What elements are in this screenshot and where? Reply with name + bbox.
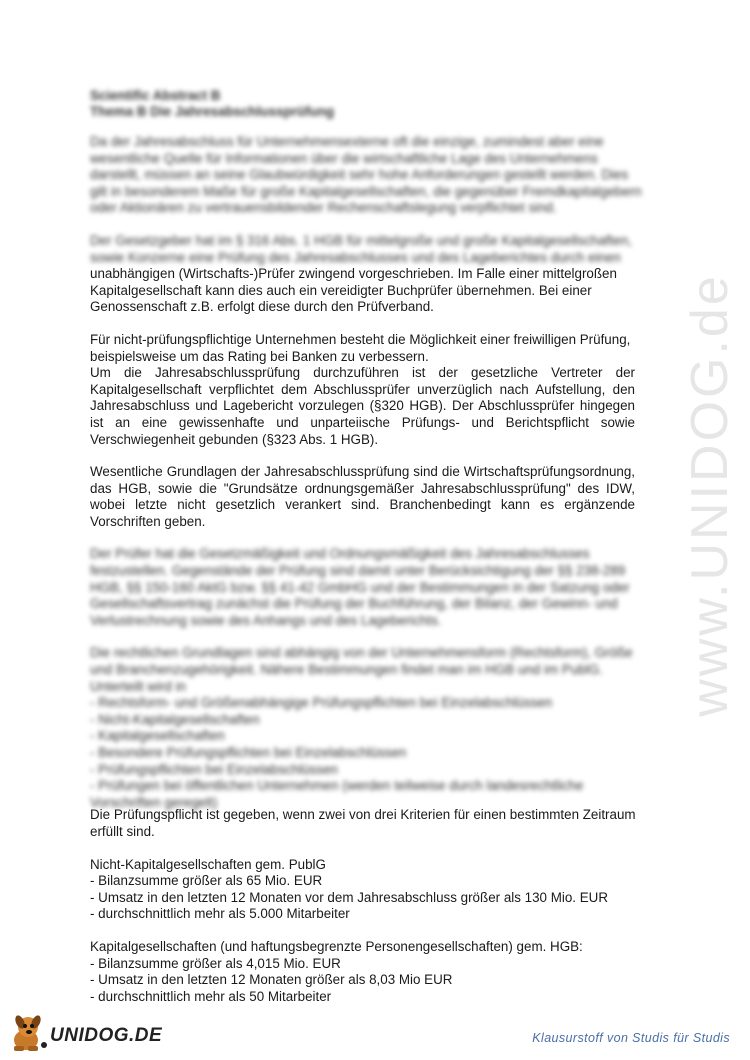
text-line: darstellt, müssen an seine Glaubwürdigkeit sehr hohe Anforderungen gestellt werden. Dies bbox=[90, 167, 629, 183]
paragraph-8 bbox=[90, 807, 635, 840]
list-item: - Umsatz in den letzten 12 Monaten vor dem Jahresabschluss größer als 130 Mio. EUR bbox=[90, 889, 609, 905]
list-item: - durchschnittlich mehr als 50 Mitarbeiter bbox=[90, 988, 332, 1004]
text-line: beispielsweise um das Rating bei Banken zu verbessern. bbox=[90, 348, 429, 364]
paragraph-6-blurred bbox=[90, 546, 635, 629]
document-body bbox=[90, 88, 642, 1021]
list-item: - durchschnittlich mehr als 5.000 Mitarbeiter bbox=[90, 906, 350, 922]
list-item: - Bilanzsumme größer als 65 Mio. EUR bbox=[90, 873, 323, 889]
document-header bbox=[90, 88, 635, 120]
unidog-logo bbox=[6, 1012, 166, 1054]
text-line: - Prüfungspflichten bei Einzelabschlüssen bbox=[90, 761, 338, 777]
text-line: - Prüfungen bei öffentlichen Unternehmen (werden teilweise durch landesrechtliche bbox=[90, 778, 584, 794]
text-line: Der Prüfer hat die Gesetzmäßigkeit und Ordnungsmäßigkeit des Jahresabschlusses bbox=[90, 546, 590, 562]
text-line: erfüllt sind. bbox=[90, 823, 155, 839]
text-line: festzustellen. Gegenstände der Prüfung sind damit unter Berücksichtigung der §§ 238-289 bbox=[90, 563, 626, 579]
hgb-criteria bbox=[90, 939, 635, 1005]
text-line: wesentliche Quelle für Informationen über die wirtschaftliche Lage des Unternehmens bbox=[90, 150, 598, 166]
paragraph-7-blurred bbox=[90, 645, 635, 811]
header-line-2: Thema B Die Jahresabschlussprüfung bbox=[90, 104, 335, 119]
text-line: - Kapitalgesellschaften bbox=[90, 728, 225, 744]
text-line: Da der Jahresabschluss für Unternehmensexterne oft die einzige, zumindest aber eine bbox=[90, 134, 604, 149]
text-line: Verlustrechnung sowie des Anhangs und des Lageberichts. bbox=[90, 612, 442, 628]
dog-mascot-icon bbox=[6, 1012, 50, 1054]
text-line: - Besondere Prüfungspflichten bei Einzelabschlüssen bbox=[90, 745, 407, 760]
text-line: Kapitalgesellschaft kann dies auch ein vereidigter Buchprüfer übernehmen. Bei einer bbox=[90, 282, 592, 298]
footer-slogan: Klausurstoff von Studis für Studis bbox=[532, 1031, 730, 1045]
text-line: Für nicht-prüfungspflichtige Unternehmen besteht die Möglichkeit einer freiwilligen Prüfung, bbox=[90, 331, 631, 347]
text-line: unabhängigen (Wirtschafts-)Prüfer zwingend vorgeschrieben. Im Falle einer mittelgroßen bbox=[90, 266, 617, 282]
watermark bbox=[660, 235, 750, 755]
hgb-heading: Kapitalgesellschaften (und haftungsbegrenzte Personengesellschaften) gem. HGB: bbox=[90, 938, 583, 954]
list-item: - Bilanzsumme größer als 4,015 Mio. EUR bbox=[90, 955, 341, 971]
publg-heading: Nicht-Kapitalgesellschaften gem. PublG bbox=[90, 856, 326, 872]
text-line: gilt in besonderem Maße für große Kapitalgesellschaften, die gegenüber Fremdkapitalgebern bbox=[90, 183, 642, 199]
publg-criteria bbox=[90, 857, 635, 923]
text-line: Gesellschaftsvertrag zunächst die Prüfung der Buchführung, der Bilanz, der Gewinn- und bbox=[90, 596, 618, 612]
text-line: Die rechtlichen Grundlagen sind abhängig von der Unternehmensform (Rechtsform), Größe bbox=[90, 645, 633, 661]
paragraph-3 bbox=[90, 332, 635, 365]
paragraph-4: Um die Jahresabschlussprüfung durchzuführen ist der gesetzliche Vertreter der Kapitalgesellschaft verpflichtet dem Abschlussprüfer unverzüglich nach Aufstellung, den Jahresabschluss und Lagebericht vorzulegen (§320 HGB). Der Abschlussprüfer hingegen ist an eine gewissenhafte und unparteiische Prüfungs- und Berichtspflicht sowie Verschwiegenheit gebunden (§323 Abs. 1 HGB). bbox=[90, 365, 635, 447]
text-line: Genossenschaft z.B. erfolgt diese durch den Prüfverband. bbox=[90, 299, 434, 315]
text-line-blurred: sowie Konzerne eine Prüfung des Jahresabschlusses und des Lageberichtes durch einen bbox=[90, 249, 621, 265]
watermark-text: www.UNIDOG.de bbox=[681, 273, 739, 717]
paragraph-1-blurred bbox=[90, 134, 642, 217]
header-line-1: Scientific Abstract B bbox=[90, 88, 221, 103]
text-line: Vorschriften geregelt) bbox=[90, 794, 218, 810]
text-line: oder Aktionären zu vertrauensbildender Rechenschaftslegung verpflichtet sind. bbox=[90, 200, 557, 216]
text-line: Unterteilt wird in bbox=[90, 678, 186, 694]
paragraph-2 bbox=[90, 233, 635, 316]
list-item: - Umsatz in den letzten 12 Monaten größer als 8,03 Mio EUR bbox=[90, 972, 453, 988]
text-line-blurred: Der Gesetzgeber hat im § 316 Abs. 1 HGB für mittelgroße und große Kapitalgesellschaften, bbox=[90, 232, 632, 248]
logo-text: UNIDOG.DE bbox=[50, 1025, 163, 1046]
text-line: und Branchenzugehörigkeit. Nähere Bestimmungen findet man im HGB und im PublG. bbox=[90, 662, 603, 678]
text-line: HGB, §§ 150-160 AktG bzw. §§ 41-42 GmbHG und der Bestimmungen in der Satzung oder bbox=[90, 579, 630, 595]
text-line: Die Prüfungspflicht ist gegeben, wenn zwei von drei Kriterien für einen bestimmten Zeitraum bbox=[90, 807, 636, 823]
paragraph-5: Wesentliche Grundlagen der Jahresabschlussprüfung sind die Wirtschaftsprüfungsordnung, das HGB, sowie die "Grundsätze ordnungsgemäßer Jahresabschlussprüfung" des IDW, wobei letzte nicht gesetzlich verankert sind. Branchenbedingt kann es ergänzende Vorschriften geben. bbox=[90, 464, 635, 529]
text-line: - Rechtsform- und Größenabhängige Prüfungspflichten bei Einzelabschlüssen bbox=[90, 695, 553, 711]
text-line: - Nicht-Kapitalgesellschaften bbox=[90, 711, 260, 727]
